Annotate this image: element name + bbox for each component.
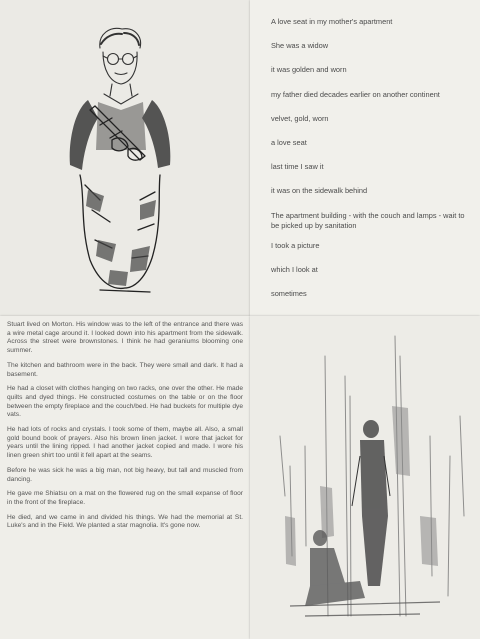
prose-paragraph: He had a closet with clothes hanging on two racks, one over the other. He made quilts and dyed things. He constructed costumes on the table or on the floor between the empty fireplace and the couch/bed. He had buckets for multiple dye vats. bbox=[7, 385, 243, 419]
poem-line: my father died decades earlier on another continent bbox=[271, 89, 440, 99]
prose-paragraph: He died, and we came in and divided his things. We had the memorial at St. Luke's and in the Field. We planted a star magnolia. It's gone now. bbox=[7, 513, 243, 530]
poem-line: last time I saw it bbox=[271, 162, 324, 172]
poem-line: I took a picture bbox=[271, 240, 320, 250]
poem-line: She was a widow bbox=[271, 41, 329, 51]
poem-line: The apartment building - with the couch and lamps - wait to be picked up by sanitation bbox=[271, 210, 465, 230]
poem bbox=[271, 17, 474, 313]
prose-paragraph: Stuart lived on Morton. His window was to the left of the entrance and there was a wire metal cage around it. I looked down into his apartment from the sidewalk. Across the street were brownstones. I think he had geraniums blooming one summer. bbox=[7, 321, 243, 355]
page-portrait-drawing bbox=[0, 0, 250, 316]
page-sketch-drawing bbox=[250, 316, 480, 639]
poem-line: it was on the sidewalk behind bbox=[271, 186, 368, 196]
poem-line: A love seat in my mother's apartment bbox=[271, 17, 393, 26]
prose-text bbox=[7, 321, 243, 537]
poem-line: it was golden and worn bbox=[271, 65, 347, 75]
poem-line: a love seat bbox=[271, 137, 307, 147]
poem-line: which I look at bbox=[271, 264, 318, 274]
prose-paragraph: Before he was sick he was a big man, not big heavy, but tall and muscled from dancing. bbox=[7, 466, 243, 483]
trees-figures-sketch bbox=[250, 316, 480, 639]
page-poem bbox=[250, 0, 480, 316]
prose-paragraph: He gave me Shiatsu on a mat on the flowered rug on the small expanse of floor in the front of the fireplace. bbox=[7, 490, 243, 506]
poem-line: sometimes bbox=[271, 288, 307, 298]
poem-line: velvet, gold, worn bbox=[271, 113, 329, 123]
prose-paragraph: He had lots of rocks and crystals. I took some of them, maybe all. Also, a small gold bound book of prayers. Also his brown linen jacket. I wore that jacket for years until the lining ripped. I had another jacket copied and made. I wore his linen green shirt too until it fell apart at the seams. bbox=[7, 426, 243, 460]
prose-paragraph: The kitchen and bathroom were in the back. They were small and dark. It had a basement. bbox=[7, 361, 243, 378]
page-prose bbox=[0, 316, 250, 639]
portrait-drawing bbox=[0, 0, 250, 316]
